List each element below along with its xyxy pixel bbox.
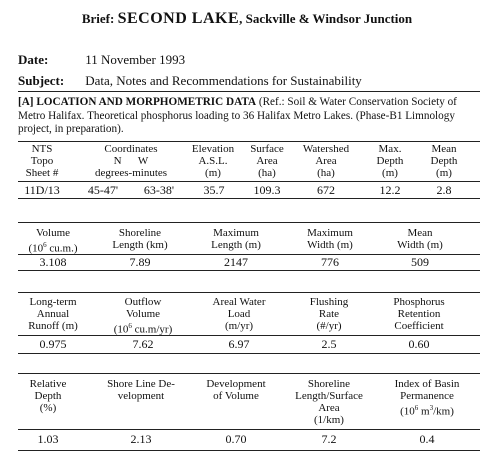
table1-header-mean-depth: Mean Depth (m) [430, 143, 458, 179]
table2-top-rule [18, 222, 480, 223]
table4-bottom-rule [18, 450, 480, 451]
table3-value-phosphorus-retention: 0.60 [408, 337, 430, 351]
title-lake-name: SECOND LAKE [117, 10, 240, 27]
table4-header-basin-permanence: Index of Basin Permanence ($10^6$ $m^3/km$) [394, 378, 460, 418]
table1-header-watershed-area: Watershed Area (ha) [302, 143, 350, 179]
table4-header-shoreline-development: Shore Line De- velopment [107, 378, 175, 402]
title-prefix: Brief: [81, 11, 115, 26]
table1-value-elevation: 35.7 [203, 183, 225, 197]
table2-header-shoreline-length: Shoreline Length (km) [112, 227, 168, 251]
header-rule [18, 91, 480, 92]
document-title [0, 10, 494, 28]
table4-value-volume-development: 0.70 [225, 432, 247, 446]
table4-header-relative-depth: Relative Depth (%) [29, 378, 67, 414]
table1-header-max-depth: Max. Depth (m) [376, 143, 404, 179]
section-a-heading: [A] LOCATION AND MORPHOMETRIC DATA [18, 96, 257, 108]
table2-bottom-rule [18, 270, 480, 271]
table3-value-flushing-rate: 2.5 [321, 337, 337, 351]
table1-header-nts: NTS Topo Sheet # [25, 143, 59, 179]
table1-value-sheet: 11D/13 [24, 183, 60, 197]
table3-value-areal-water-load: 6.97 [228, 337, 250, 351]
subject-label: Subject: [18, 73, 65, 88]
table3-mid-rule [18, 335, 480, 336]
table2-header-mean-width: Mean Width (m) [397, 227, 443, 251]
subject-value: Data, Notes and Recommendations for Sustainability [85, 73, 362, 88]
table4-top-rule [18, 373, 480, 374]
table2-value-mean-width: 509 [411, 255, 429, 269]
table2-header-maximum-width: Maximum Width (m) [307, 227, 353, 251]
table1-bottom-rule [18, 198, 480, 199]
table3-value-outflow-volume: 7.62 [132, 337, 154, 351]
table1-top-rule [18, 141, 480, 142]
table1-value-mean-depth: 2.8 [436, 183, 452, 197]
table2-header-maximum-length: Maximum Length (m) [211, 227, 261, 251]
table3-header-flushing-rate: Flushing Rate (#/yr) [309, 296, 349, 332]
table4-value-shoreline-area-ratio: 7.2 [321, 432, 337, 446]
table2-value-shoreline-length: 7.89 [129, 255, 151, 269]
table3-value-runoff: 0.975 [39, 337, 67, 351]
table1-value-max-depth: 12.2 [379, 183, 401, 197]
table3-top-rule [18, 292, 480, 293]
table1-value-surface-area: 109.3 [253, 183, 281, 197]
subject-line [18, 73, 362, 89]
title-suffix: , Sackville & Windsor Junction [239, 11, 413, 26]
section-a-text: (Ref.: Soil & Water Conservation Society of Metro Halifax. Theoretical phosphorus loading to 36 Halifax Metro Lakes. (Phase-B1 Limnology project, in preparation). [18, 96, 457, 135]
table4-mid-rule [18, 429, 480, 430]
table4-value-shoreline-development: 2.13 [130, 432, 152, 446]
table3-bottom-rule [18, 353, 480, 354]
date-line [18, 52, 185, 68]
table2-value-maximum-width: 776 [321, 255, 339, 269]
table4-value-relative-depth: 1.03 [37, 432, 59, 446]
date-value: 11 November 1993 [85, 52, 186, 67]
table1-value-west: 63-38' [143, 183, 175, 197]
table2-header-volume: Volume ($10^6$ cu.m.) [28, 227, 78, 255]
table1-value-watershed-area: 672 [317, 183, 335, 197]
table4-header-shoreline-area-ratio: Shoreline Length/Surface Area (1/km) [295, 378, 363, 426]
table3-header-outflow-volume: Outflow Volume ($10^6$ cu.m/yr) [113, 296, 173, 336]
table1-mid-rule [18, 181, 480, 182]
table4-value-basin-permanence: 0.4 [419, 432, 435, 446]
table1-header-surface-area: Surface Area (ha) [250, 143, 284, 179]
section-a-paragraph [18, 96, 486, 137]
table3-header-phosphorus-retention: Phosphorus Retention Coefficient [393, 296, 445, 332]
table1-header-coordinates: Coordinates N W degrees-minutes [94, 143, 168, 179]
table2-value-volume: 3.108 [39, 255, 67, 269]
table2-value-maximum-length: 2147 [224, 255, 248, 269]
table1-header-elevation: Elevation A.S.L. (m) [191, 143, 235, 179]
table3-header-runoff: Long-term Annual Runoff (m) [28, 296, 78, 332]
table1-value-north: 45-47' [87, 183, 119, 197]
table3-header-areal-water-load: Areal Water Load (m/yr) [212, 296, 266, 332]
table4-header-volume-development: Development of Volume [206, 378, 266, 402]
date-label: Date: [18, 52, 49, 67]
